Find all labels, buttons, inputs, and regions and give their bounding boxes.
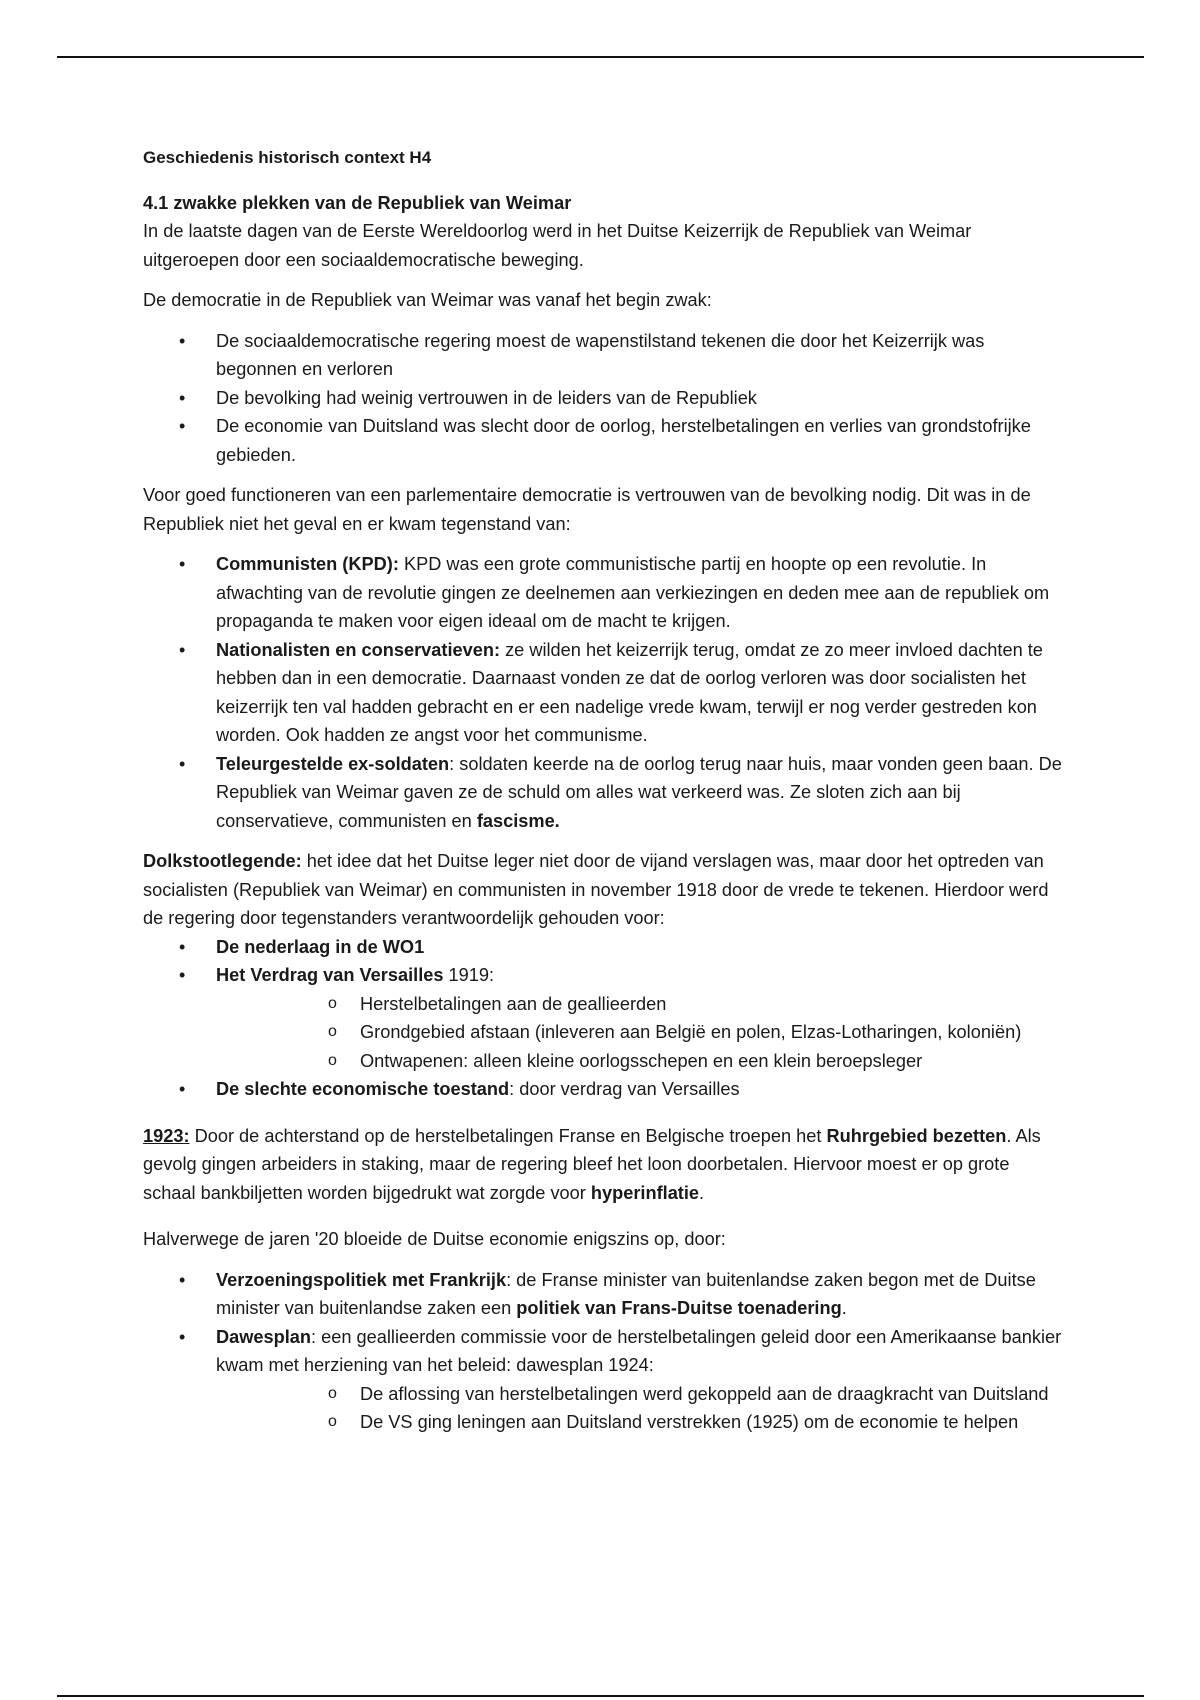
list-item-text: : door verdrag van Versailles [509,1079,740,1099]
document-title: Geschiedenis historisch context H4 [143,148,432,167]
versailles-sublist [216,990,1063,1076]
weak-points-list [143,327,1063,470]
paragraph-text: . [699,1182,705,1203]
opposition-list [143,550,1063,835]
term: Communisten (KPD): [216,554,399,574]
definition: KPD was een grote communistische partij en hoopte op een revolutie. In afwachting van de revolutie gingen ze deelnemen aan verkiezingen en deden mee aan de republiek om propaganda te maken voor eigen ideaal om de macht te krijgen. [216,554,1050,631]
definition: : de Franse minister van buitenlandse zaken begon met de Duitse minister van buitenlandse zaken een [216,1269,1036,1318]
emphasis: politiek van Frans-Duitse toenadering [516,1298,842,1318]
ruhr-paragraph [143,1122,1063,1208]
emphasis: hyperinflatie [590,1182,700,1203]
list-item [143,550,1063,636]
dawes-sublist [216,1380,1063,1437]
definition: : een geallieerden commissie voor de herstelbetalingen geleid door een Amerikaanse bankier kwam met herziening van het beleid: dawesplan 1924: [216,1326,1062,1375]
list-item [143,1266,1063,1323]
list-item [143,750,1063,836]
emphasis: De slechte economische toestand [216,1079,510,1099]
list-item [143,961,1063,1075]
list-item [143,1323,1063,1437]
section-heading: 4.1 zwakke plekken van de Republiek van Weimar [143,192,572,213]
term: Nationalisten en conservatieven: [216,639,501,660]
recovery-intro-paragraph: Halverwege de jaren '20 bloeide de Duitse economie enigszins op, door: [143,1229,726,1249]
emphasis: fascisme. [476,810,560,831]
emphasis: Ruhrgebied bezetten [826,1125,1007,1146]
recovery-list [143,1266,1063,1437]
blame-list [143,933,1063,1104]
list-item [143,1075,1063,1104]
footer-rule [57,1695,1144,1697]
document-body [143,144,1063,1449]
term: Teleurgestelde ex-soldaten [216,753,450,774]
emphasis: Het Verdrag van Versailles [216,965,444,985]
list-item [143,636,1063,750]
emphasis: De nederlaag in de WO1 [216,936,425,957]
term: Dolkstootlegende: [143,851,302,871]
punctuation: . [841,1298,847,1318]
list-item: • De bevolking had weinig vertrouwen in de leiders van de Republiek [143,384,1063,413]
list-item-text: 1919: [443,965,495,985]
term: Dawesplan [216,1326,312,1347]
sub-list-item: o Herstelbetalingen aan de geallieerden [216,990,1063,1019]
sub-list-item: o De VS ging leningen aan Duitsland verstrekken (1925) om de economie te helpen [216,1408,1063,1437]
sub-list-item: o De aflossing van herstelbetalingen werd gekoppeld aan de draagkracht van Duitsland [216,1380,1063,1409]
opposition-intro-paragraph: Voor goed functioneren van een parlementaire democratie is vertrouwen van de bevolking nodig. Dit was in de Republiek niet het geval en er kwam tegenstand van: [143,485,1031,534]
definition: : soldaten keerde na de oorlog terug naar huis, maar vonden geen baan. De Republiek van Weimar gaven ze de schuld om alles wat verkeerd was. Ze sloten zich aan bij conservatieve, communisten en [216,753,1062,831]
paragraph-text: Door de achterstand op de herstelbetalingen Franse en Belgische troepen het [189,1125,827,1146]
weak-intro-paragraph: De democratie in de Republiek van Weimar was vanaf het begin zwak: [143,290,712,310]
year-label: 1923: [143,1125,190,1146]
intro-paragraph: In de laatste dagen van de Eerste Wereldoorlog werd in het Duitse Keizerrijk de Republiek van Weimar uitgeroepen door een sociaaldemocratische beweging. [143,221,972,270]
dolkstoot-paragraph [143,847,1063,933]
list-item: • De sociaaldemocratische regering moest de wapenstilstand tekenen die door het Keizerrijk was begonnen en verloren [143,327,1063,384]
list-item [143,933,1063,962]
header-rule [57,56,1144,58]
term: Verzoeningspolitiek met Frankrijk [216,1269,507,1290]
definition: het idee dat het Duitse leger niet door de vijand verslagen was, maar door het optreden van socialisten (Republiek van Weimar) en communisten in november 1918 door de vrede te tekenen. Hierdoor werd de regering door tegenstanders verantwoordelijk gehouden voor: [143,851,1049,928]
sub-list-item: o Ontwapenen: alleen kleine oorlogsschepen en een klein beroepsleger [216,1047,1063,1076]
sub-list-item: o Grondgebied afstaan (inleveren aan België en polen, Elzas-Lotharingen, koloniën) [216,1018,1063,1047]
definition: ze wilden het keizerrijk terug, omdat ze zo meer invloed dachten te hebben dan in een democratie. Daarnaast vonden ze dat de oorlog verloren was door socialisten het keizerrijk ten val hadden gebracht en er een nadelige vrede kwam, terwijl er nog verder gestreden kon worden. Ook hadden ze angst voor het communisme. [216,639,1043,745]
list-item: • De economie van Duitsland was slecht door de oorlog, herstelbetalingen en verlies van grondstofrijke gebieden. [143,412,1063,469]
paragraph-text: . Als gevolg gingen arbeiders in staking, maar de regering bleef het loon doorbetalen. Hiervoor moest er op grote schaal bankbiljetten worden bijgedrukt wat zorgde voor [143,1125,1041,1203]
